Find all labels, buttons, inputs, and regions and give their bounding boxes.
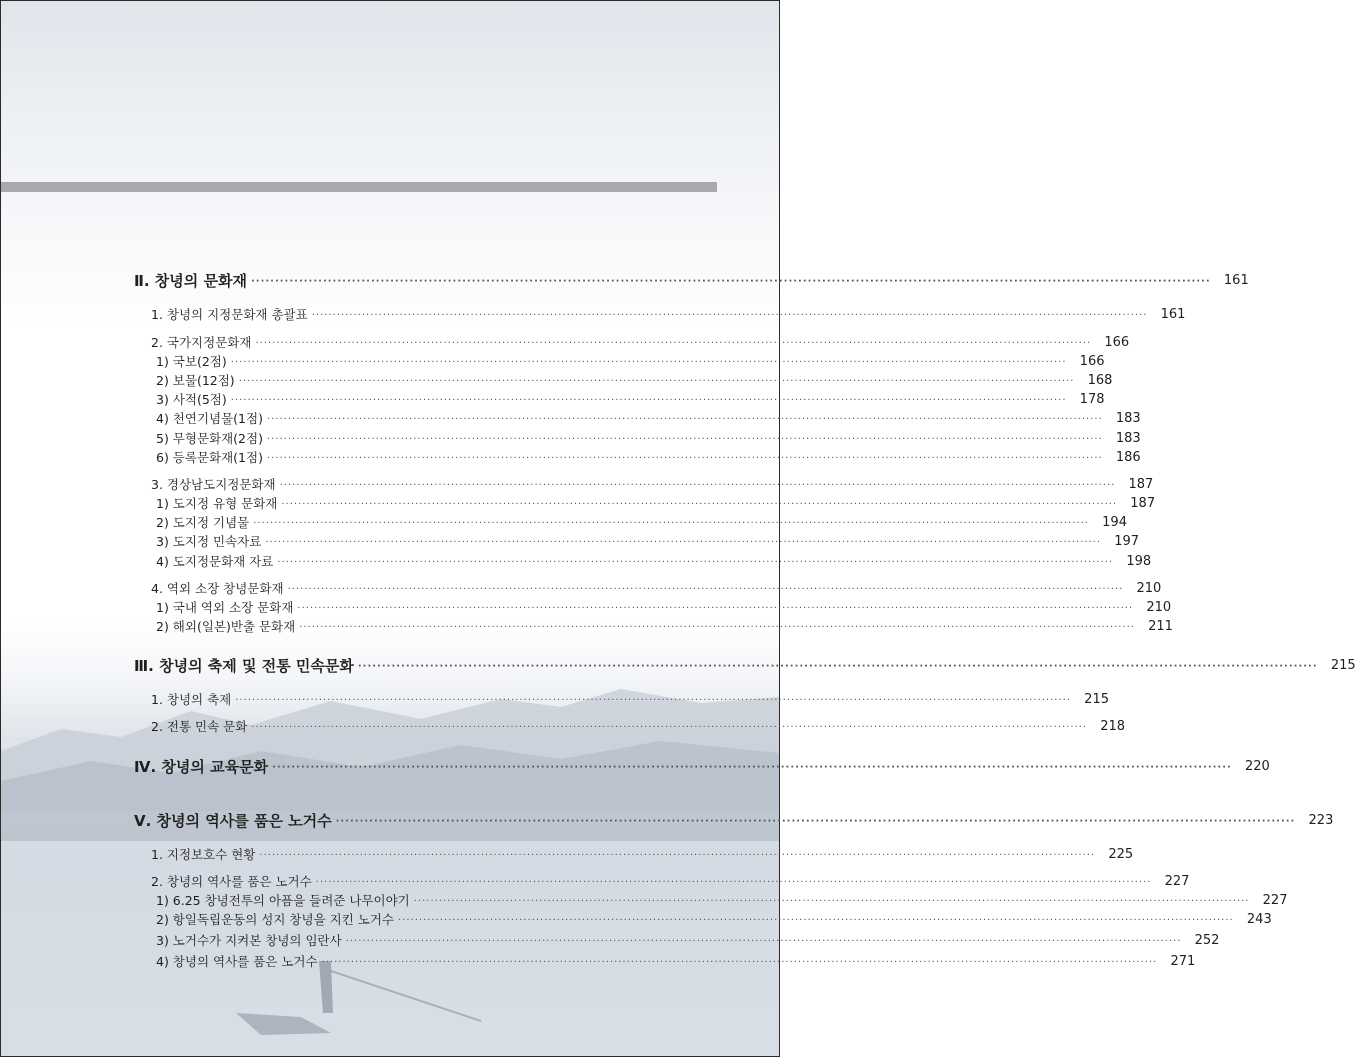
dot-leader: ········································································································································································································ [299,622,1135,633]
toc-entry [156,371,1113,389]
toc-entry-page-number: 271 [1170,953,1196,969]
toc-entry [151,305,1186,323]
toc-entry-page-number: 161 [1160,306,1186,322]
toc-entry [156,532,1140,550]
dot-leader: ········································································································································································································ [259,850,1096,861]
toc-entry-page-number: 227 [1262,892,1288,908]
dot-leader: ········································································································································································································ [281,499,1118,510]
toc-entry-page-number: 168 [1087,372,1113,388]
dot-leader: ········································································································································································································ [266,434,1103,445]
dot-leader: ········································································································································································································ [230,395,1067,406]
toc-entry-page-number: 210 [1146,599,1172,615]
toc-entry-page-number: 161 [1223,272,1249,288]
dot-leader: ········································································································································································································ [345,936,1182,947]
toc-entry-page-number: 197 [1114,533,1140,549]
toc-entry-title: 2. 창녕의 역사를 품은 노거수 [151,874,312,889]
toc-entry [134,271,1249,290]
toc-entry-page-number: 252 [1194,932,1220,948]
toc-entry [156,910,1272,928]
toc-entry-title: 3) 노거수가 지켜본 창녕의 임란사 [156,933,342,948]
toc-entry-page-number: 186 [1115,449,1141,465]
toc-entry-title: 2) 도지정 기념물 [156,515,250,530]
toc-entry-title: 1) 6.25 창녕전투의 아픔을 들려준 나무이야기 [156,893,410,908]
dot-leader: ········································································································································································································ [311,310,1148,321]
toc-entry-title: 2. 국가지정문화재 [151,335,252,350]
toc-entry-page-number: 215 [1084,691,1109,707]
toc-entry [151,845,1134,863]
toc-entry-page-number: 187 [1130,495,1156,511]
dot-leader: ········································································································································································································ [235,695,1071,706]
header-bar [1,182,717,192]
dot-leader: ········································································································································································································ [321,957,1158,968]
dot-leader: ········································································································································································································ [335,816,1296,827]
toc-entry-page-number: 215 [1330,657,1356,673]
toc-entry-title: 4. 역외 소장 창녕문화재 [151,581,284,596]
toc-entry-title: 1. 창녕의 축제 [151,692,232,707]
toc-entry-title: 3) 사적(5점) [156,392,227,407]
toc-entry-page-number: 183 [1115,410,1141,426]
dot-leader: ········································································································································································································ [413,896,1250,907]
toc-entry [151,579,1162,597]
toc-entry-title: Ⅴ. 창녕의 역사를 품은 노거수 [134,811,332,830]
toc-entry-title: 1) 국내 역외 소장 문화재 [156,600,294,615]
toc-entry [156,598,1172,616]
dot-leader: ········································································································································································································ [230,357,1067,368]
toc-entry-page-number: 220 [1245,758,1270,774]
toc-entry-page-number: 211 [1148,618,1173,634]
dot-leader: ········································································································································································································ [357,661,1318,672]
dot-leader: ········································································································································································································ [397,915,1234,926]
dot-leader: ········································································································································································································ [253,518,1089,529]
toc-entry [156,552,1152,570]
dot-leader: ········································································································································································································ [265,537,1102,548]
toc-entry-page-number: 166 [1104,334,1130,350]
toc-entry-page-number: 227 [1164,873,1190,889]
toc-entry [156,931,1220,949]
toc-entry [156,494,1156,512]
toc-entry-page-number: 243 [1246,911,1272,927]
toc-entry-title: Ⅳ. 창녕의 교육문화 [134,757,269,776]
dot-leader: ········································································································································································································ [255,338,1092,349]
toc-entry [156,390,1105,408]
toc-entry-title: 2. 전통 민속 문화 [151,719,248,734]
toc-entry [156,352,1105,370]
dot-leader: ········································································································································································································ [279,480,1116,491]
toc-entry-title: Ⅲ. 창녕의 축제 및 전통 민속문화 [134,656,354,675]
toc-entry-title: 2) 해외(일본)반출 문화재 [156,619,296,634]
toc-entry [156,429,1141,447]
dot-leader: ········································································································································································································ [287,584,1124,595]
toc-entry-title: Ⅱ. 창녕의 문화재 [134,271,247,290]
toc-entry-title: 4) 창녕의 역사를 품은 노거수 [156,954,318,969]
toc-entry-title: 1) 국보(2점) [156,354,227,369]
dot-leader: ········································································································································································································ [251,722,1088,733]
toc-entry-title: 3. 경상남도지정문화재 [151,477,276,492]
toc-entry [156,891,1288,909]
toc-entry [156,448,1141,466]
dot-leader: ········································································································································································································ [277,557,1114,568]
toc-entry-page-number: 210 [1136,580,1162,596]
toc-entry-title: 3) 도지정 민속자료 [156,534,262,549]
toc-entry [151,333,1130,351]
toc-entry-page-number: 225 [1108,846,1134,862]
toc-entry-page-number: 194 [1102,514,1127,530]
toc-entry [134,811,1334,830]
toc-entry [156,409,1141,427]
toc-entry [151,872,1190,890]
toc-entry [151,690,1109,708]
toc-entry [156,617,1173,635]
toc-entry-page-number: 178 [1079,391,1105,407]
toc-entry-title: 5) 무형문화재(2점) [156,431,263,446]
toc-entry-page-number: 166 [1079,353,1105,369]
toc-entry [156,952,1196,970]
toc-entry-title: 1. 창녕의 지정문화재 총괄표 [151,307,308,322]
dot-leader: ········································································································································································································ [315,877,1152,888]
toc-entry [134,656,1356,675]
dot-leader: ········································································································································································································ [266,453,1103,464]
dot-leader: ········································································································································································································ [266,414,1103,425]
toc-entry-page-number: 187 [1128,476,1154,492]
toc-entry-title: 2) 항일독립운동의 성지 창녕을 지킨 노거수 [156,912,394,927]
toc-entry-title: 4) 천연기념물(1점) [156,411,263,426]
toc-entry-page-number: 183 [1115,430,1141,446]
dot-leader: ········································································································································································································ [238,376,1075,387]
toc-entry-page-number: 198 [1126,553,1152,569]
toc-entry-page-number: 223 [1308,812,1334,828]
toc-entry [151,717,1126,735]
toc-entry-page-number: 218 [1100,718,1126,734]
toc-entry [151,475,1154,493]
toc-entry-title: 6) 등록문화재(1점) [156,450,263,465]
toc-entry [156,513,1127,531]
dot-leader: ········································································································································································································ [272,762,1232,773]
dot-leader: ········································································································································································································ [250,276,1211,287]
dot-leader: ········································································································································································································ [297,603,1134,614]
toc-entry-title: 2) 보물(12점) [156,373,235,388]
toc-entry-title: 4) 도지정문화재 자료 [156,554,274,569]
toc-entry-title: 1. 지정보호수 현황 [151,847,256,862]
toc-entry-title: 1) 도지정 유형 문화재 [156,496,278,511]
toc-entry [134,757,1270,776]
